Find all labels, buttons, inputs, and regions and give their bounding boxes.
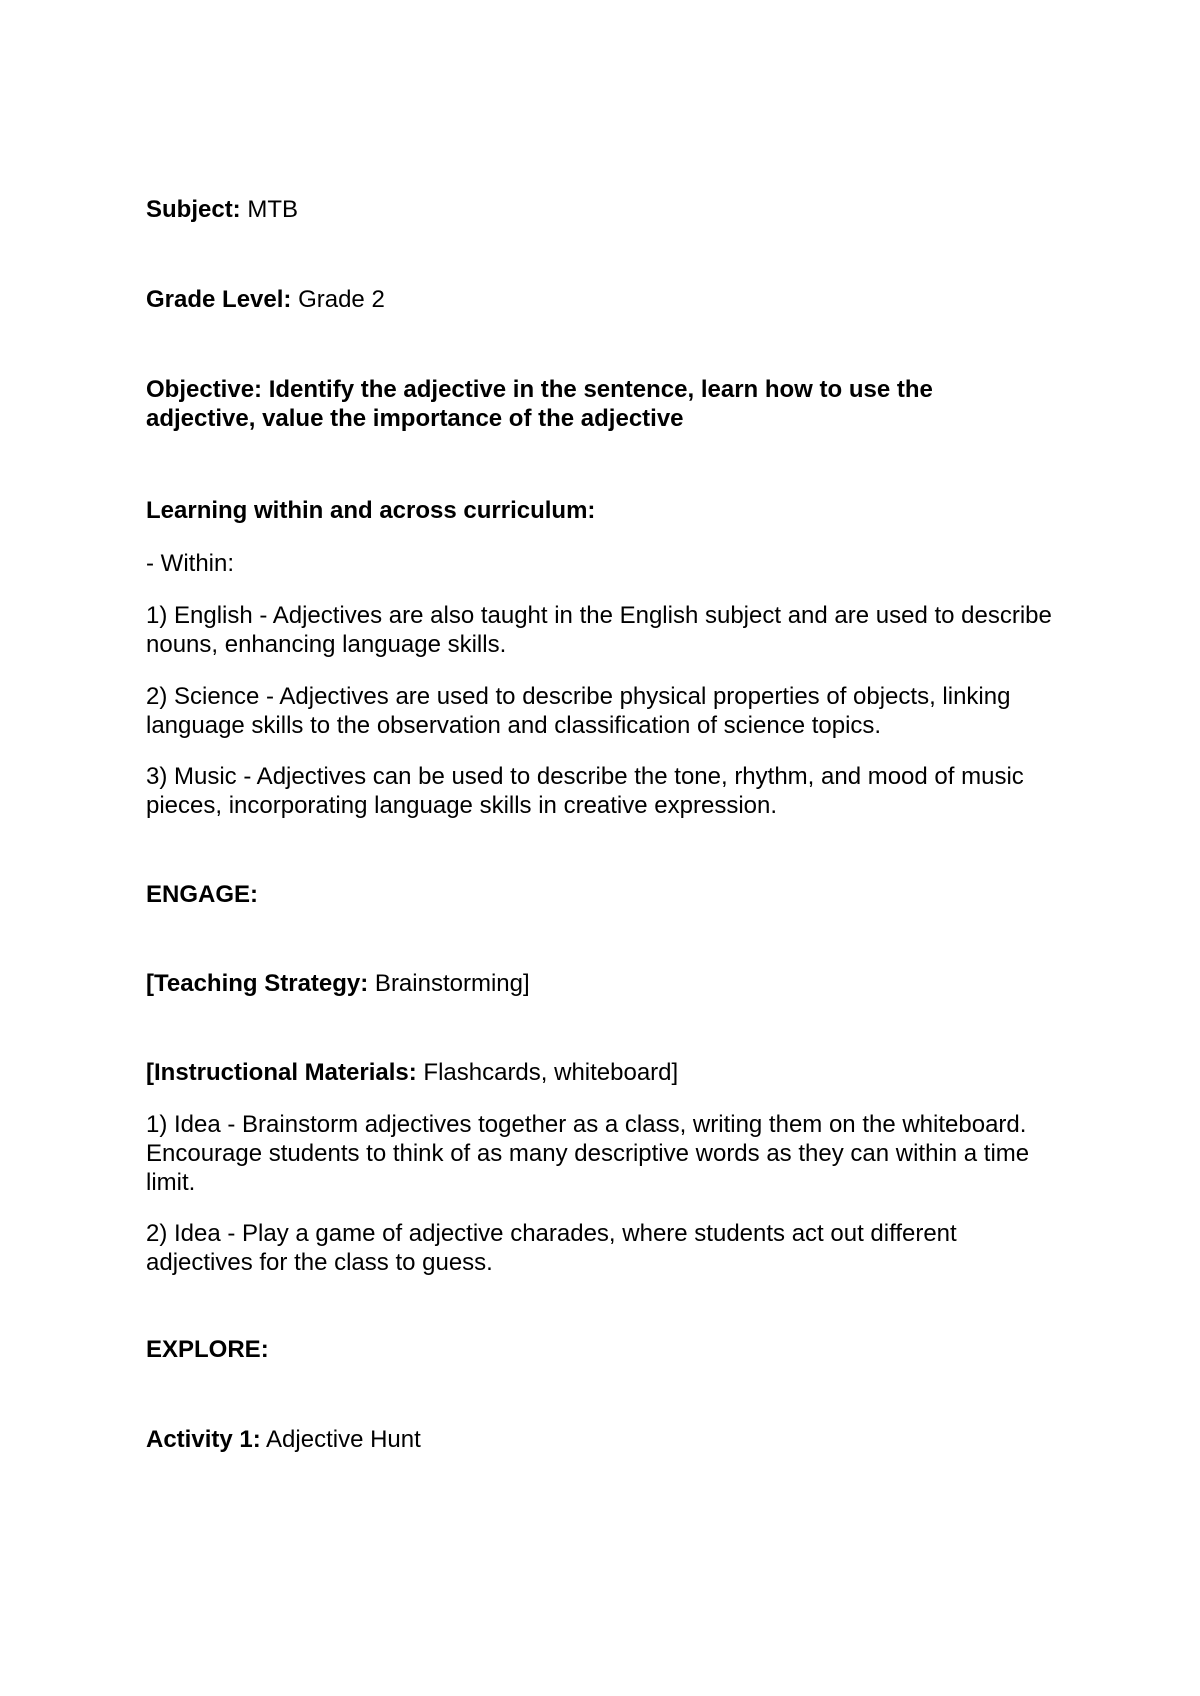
grade-level-label: Grade Level:: [146, 286, 292, 313]
grade-level-line: [146, 285, 1066, 314]
instructional-materials-line: [Instructional Materials: Flashcards, whiteboard]: [146, 1059, 679, 1086]
instructional-materials-value: Flashcards, whiteboard]: [416, 1059, 679, 1086]
engage-idea-2: 2) Idea - Play a game of adjective charades, where students act out different adjectives for the class to guess.: [146, 1220, 957, 1276]
engage-heading: ENGAGE:: [146, 881, 259, 908]
activity-label: Activity 1:: [146, 1426, 261, 1453]
curriculum-item-science: 2) Science - Adjectives are used to describe physical properties of objects, linking language skills to the observation and classification of science topics.: [146, 683, 1011, 739]
grade-level-value: Grade 2: [291, 286, 385, 313]
teaching-strategy-line: [Teaching Strategy: Brainstorming]: [146, 970, 530, 997]
subject-line: [146, 195, 1066, 224]
engage-idea-1: 1) Idea - Brainstorm adjectives together as a class, writing them on the whiteboard. Encourage students to think of as many descriptive words as they can within a time limit.: [146, 1111, 1030, 1196]
curriculum-title: Learning within and across curriculum:: [146, 497, 596, 524]
curriculum-item-music: 3) Music - Adjectives can be used to describe the tone, rhythm, and mood of music pieces, incorporating language skills in creative expression.: [146, 763, 1024, 819]
activity-line: [146, 1425, 1066, 1454]
objective-label: Objective:: [146, 376, 263, 403]
activity-value: Adjective Hunt: [260, 1426, 421, 1453]
within-label: - Within:: [146, 550, 235, 577]
objective-line: [146, 375, 976, 433]
explore-heading: EXPLORE:: [146, 1336, 269, 1363]
instructional-materials-label: Instructional Materials:: [154, 1059, 417, 1086]
subject-value: MTB: [240, 196, 299, 223]
subject-label: Subject:: [146, 196, 241, 223]
teaching-strategy-label: Teaching Strategy:: [154, 970, 369, 997]
curriculum-item-english: 1) English - Adjectives are also taught in the English subject and are used to describe nouns, enhancing language skills.: [146, 602, 1052, 658]
teaching-strategy-value: Brainstorming]: [368, 970, 530, 997]
objective-value: Identify the adjective in the sentence, learn how to use the adjective, value the importance of the adjective: [146, 376, 933, 432]
